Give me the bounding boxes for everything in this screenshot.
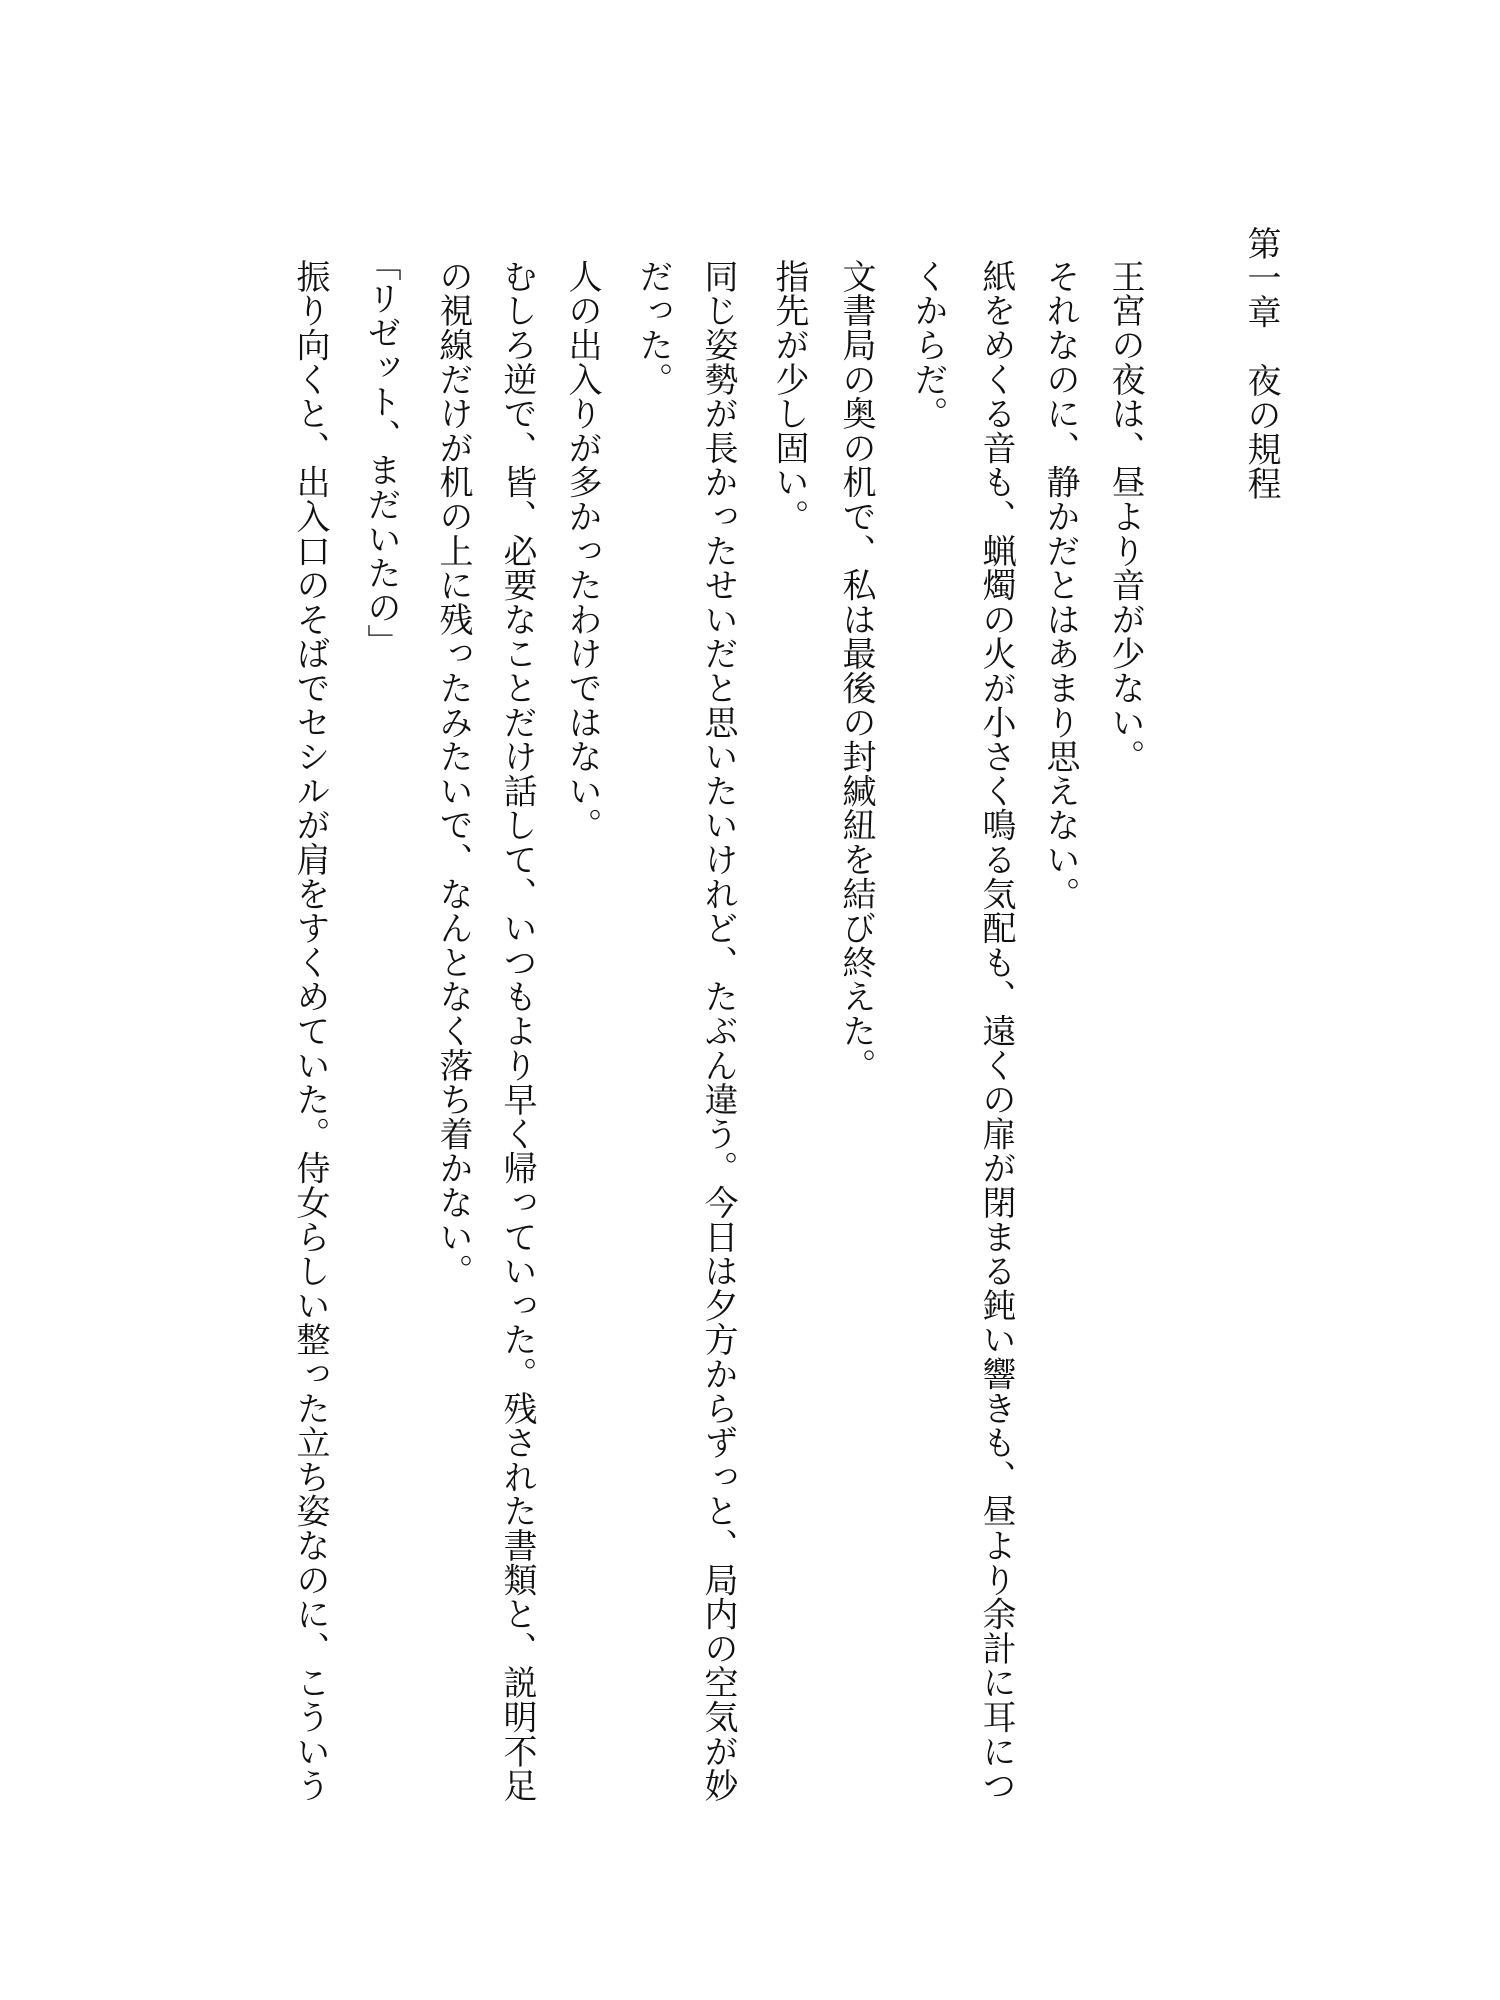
text-line: 指先が少し固い。	[769, 259, 809, 534]
text-line: だった。	[633, 259, 673, 397]
text-line: 文書局の奥の机で、私は最後の封緘紐を結び終えた。	[836, 259, 876, 1083]
text-line: 人の出入りが多かったわけではない。	[562, 259, 602, 843]
text-line: の視線だけが机の上に残ったみたいで、なんとなく落ち着かない。	[433, 259, 473, 1288]
dialogue-line: 「リゼット、まだいたの」	[361, 247, 401, 659]
text-line: それなのに、静かだとはあまり思えない。	[1040, 259, 1080, 911]
text-line: むしろ逆で、皆、必要なことだけ話して、いつもより早く帰っていった。残された書類と、説明不足	[497, 259, 537, 1803]
text-line: 振り向くと、出入口のそばでセシルが肩をすくめていた。侍女らしい整った立ち姿なのに、こういう	[290, 259, 330, 1803]
text-line: 同じ姿勢が長かったせいだと思いたいけれど、たぶん違う。今日は夕方からずっと、局内の空気が妙	[698, 259, 738, 1803]
text-line: 紙をめくる音も、蝋燭の火が小さく鳴る気配も、遠くの扉が閉まる鈍い響きも、昼より余計に耳につ	[976, 259, 1016, 1803]
chapter-title: 第一章 夜の規程	[1241, 226, 1281, 501]
text-line: くからだ。	[908, 259, 948, 431]
text-line: 王宮の夜は、昼より音が少ない。	[1105, 259, 1145, 774]
